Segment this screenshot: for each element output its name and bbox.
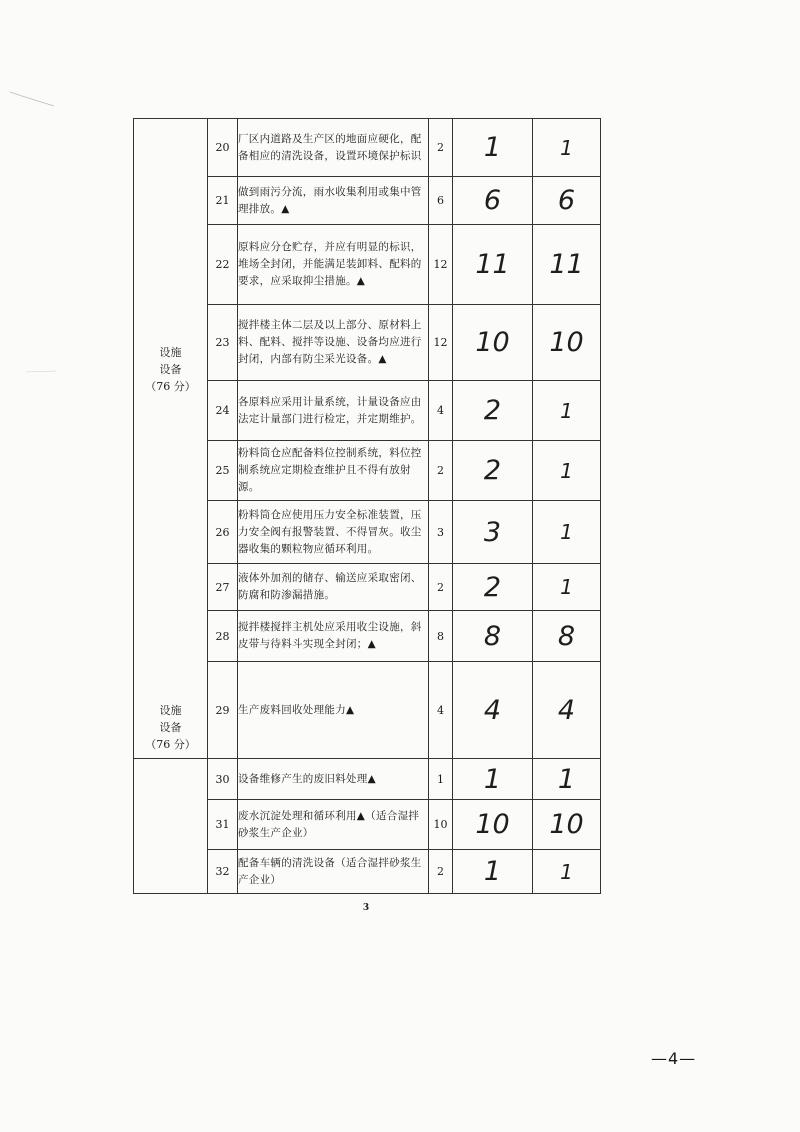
full-score: 4 xyxy=(429,381,453,441)
item-description: 各原料应采用计量系统，计量设备应由法定计量部门进行检定，并定期维护。 xyxy=(238,381,429,441)
category-label-line3: （76 分） xyxy=(145,738,196,751)
category-cell-empty xyxy=(134,759,208,894)
item-description: 原料应分仓贮存，并应有明显的标识，堆场全封闭，并能满足装卸料、配料的要求，应采取抑尘措施。▲ xyxy=(238,225,429,305)
review-score: 1 xyxy=(533,564,601,611)
item-number: 29 xyxy=(208,662,238,759)
review-score: 10 xyxy=(533,305,601,381)
self-score: 1 xyxy=(453,119,533,177)
review-score: 11 xyxy=(533,225,601,305)
full-score: 2 xyxy=(429,850,453,894)
full-score: 12 xyxy=(429,225,453,305)
review-score: 1 xyxy=(533,501,601,564)
category-label-line2: 设备 xyxy=(159,363,182,376)
review-score: 1 xyxy=(533,850,601,894)
item-description: 粉料筒仓应配备料位控制系统，料位控制系统应定期检查维护且不得有放射源。 xyxy=(238,441,429,501)
full-score: 10 xyxy=(429,800,453,850)
item-description: 配备车辆的清洗设备（适合湿拌砂浆生产企业） xyxy=(238,850,429,894)
full-score: 3 xyxy=(429,501,453,564)
review-score: 1 xyxy=(533,441,601,501)
category-label-line1: 设施 xyxy=(159,346,182,359)
item-description: 废水沉淀处理和循环利用▲（适合湿拌砂浆生产企业） xyxy=(238,800,429,850)
self-score: 11 xyxy=(453,225,533,305)
item-number: 24 xyxy=(208,381,238,441)
review-score: 6 xyxy=(533,177,601,225)
self-score: 8 xyxy=(453,611,533,662)
self-score: 6 xyxy=(453,177,533,225)
item-description: 液体外加剂的储存、输送应采取密闭、防腐和防渗漏措施。 xyxy=(238,564,429,611)
full-score: 2 xyxy=(429,564,453,611)
category-cell xyxy=(134,119,208,759)
self-score: 1 xyxy=(453,759,533,800)
table-row xyxy=(134,759,601,800)
table-row xyxy=(134,119,601,177)
item-number: 27 xyxy=(208,564,238,611)
review-score: 8 xyxy=(533,611,601,662)
full-score: 12 xyxy=(429,305,453,381)
item-description: 搅拌楼搅拌主机处应采用收尘设施，斜皮带与待料斗实现全封闭；▲ xyxy=(238,611,429,662)
full-score: 2 xyxy=(429,441,453,501)
item-number: 26 xyxy=(208,501,238,564)
self-score: 2 xyxy=(453,381,533,441)
scan-artifact xyxy=(26,370,56,374)
full-score: 6 xyxy=(429,177,453,225)
self-score: 2 xyxy=(453,441,533,501)
self-score: 10 xyxy=(453,800,533,850)
review-score: 1 xyxy=(533,759,601,800)
category-label-line1: 设施 xyxy=(159,704,182,717)
self-score: 10 xyxy=(453,305,533,381)
category-label-line2: 设备 xyxy=(159,721,182,734)
review-score: 4 xyxy=(533,662,601,759)
full-score: 8 xyxy=(429,611,453,662)
item-description: 设备维修产生的废旧料处理▲ xyxy=(238,759,429,800)
item-number: 21 xyxy=(208,177,238,225)
scoring-table xyxy=(133,118,601,894)
item-number: 20 xyxy=(208,119,238,177)
item-number: 32 xyxy=(208,850,238,894)
item-number: 25 xyxy=(208,441,238,501)
item-description: 厂区内道路及生产区的地面应硬化，配备相应的清洗设备，设置环境保护标识 xyxy=(238,119,429,177)
item-number: 22 xyxy=(208,225,238,305)
item-description: 粉料筒仓应使用压力安全标准装置，压力安全阀有报警装置、不得冒灰。收尘器收集的颗粒物应循环利用。 xyxy=(238,501,429,564)
item-number: 23 xyxy=(208,305,238,381)
category-label-line3: （76 分） xyxy=(145,380,196,393)
full-score: 2 xyxy=(429,119,453,177)
full-score: 1 xyxy=(429,759,453,800)
review-score: 1 xyxy=(533,119,601,177)
review-score: 10 xyxy=(533,800,601,850)
self-score: 1 xyxy=(453,850,533,894)
item-number: 31 xyxy=(208,800,238,850)
self-score: 2 xyxy=(453,564,533,611)
full-score: 4 xyxy=(429,662,453,759)
inner-page-number: 3 xyxy=(362,903,370,913)
review-score: 1 xyxy=(533,381,601,441)
outer-page-number: —4— xyxy=(651,1049,697,1068)
scan-artifact xyxy=(8,88,58,110)
item-description: 生产废料回收处理能力▲ xyxy=(238,662,429,759)
self-score: 3 xyxy=(453,501,533,564)
item-description: 搅拌楼主体二层及以上部分、原材料上料、配料、搅拌等设施、设备均应进行封闭，内部有防尘采光设备。▲ xyxy=(238,305,429,381)
item-number: 28 xyxy=(208,611,238,662)
item-number: 30 xyxy=(208,759,238,800)
self-score: 4 xyxy=(453,662,533,759)
item-description: 做到雨污分流，雨水收集利用或集中管理排放。▲ xyxy=(238,177,429,225)
